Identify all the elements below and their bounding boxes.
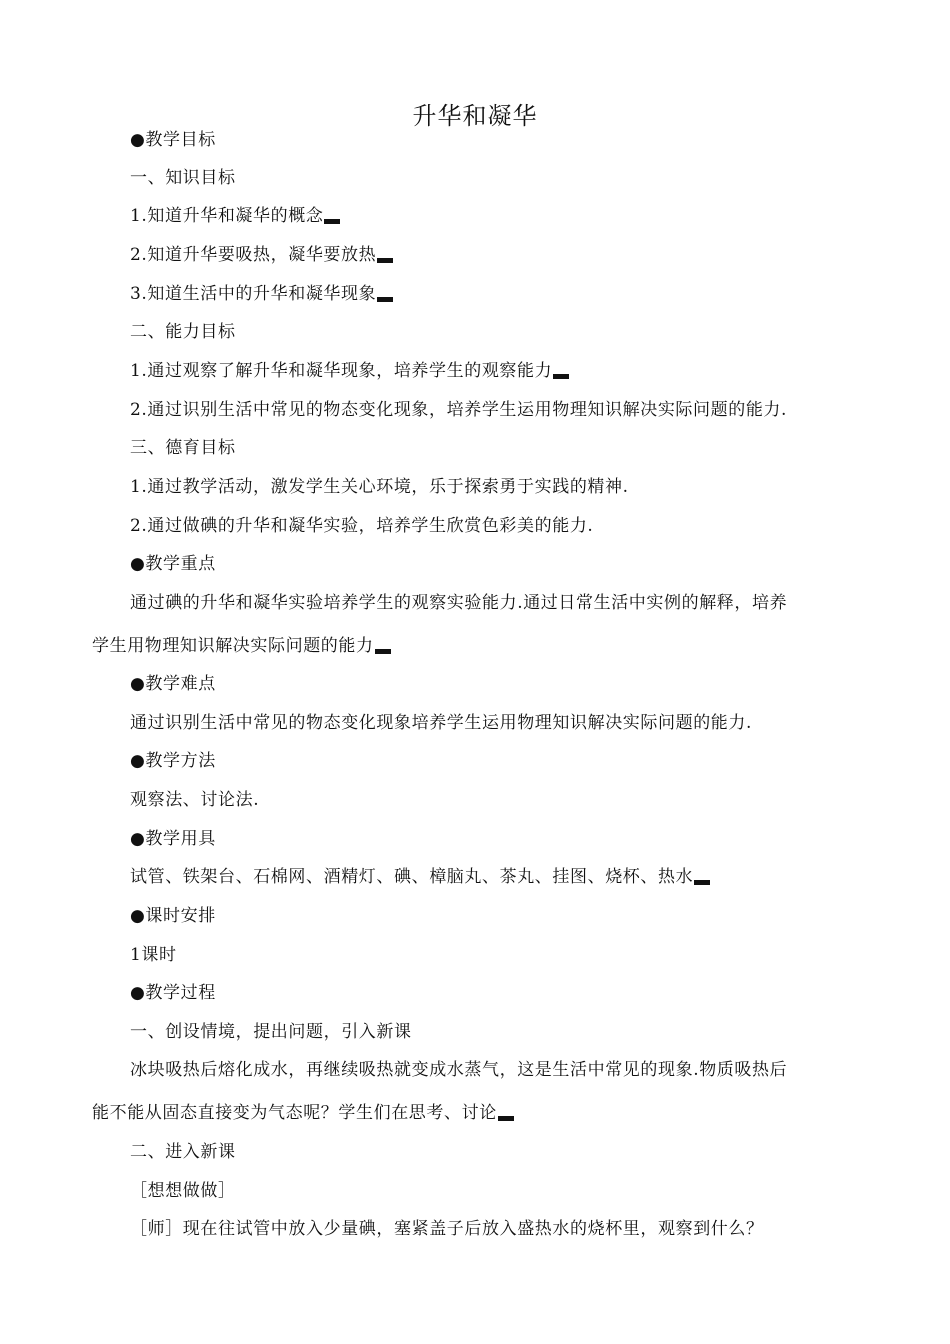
heading-methods: ●教学方法 xyxy=(130,751,216,771)
moral-goal-1: 1.通过教学活动，激发学生关心环境，乐于探索勇于实践的精神. xyxy=(130,477,629,497)
bracket-think-do: ［想想做做］ xyxy=(130,1181,236,1201)
document-title: 升华和凝华 xyxy=(412,102,538,130)
heading-schedule: ●课时安排 xyxy=(130,906,216,926)
end-mark-icon xyxy=(375,649,391,654)
knowledge-goal-2: 2.知道升华要吸热，凝华要放热 xyxy=(130,243,393,267)
difficulties-text: 通过识别生活中常见的物态变化现象培养学生运用物理知识解决实际问题的能力. xyxy=(130,713,753,733)
subheading-new-lesson: 二、进入新课 xyxy=(130,1142,236,1162)
tools-text: 试管、铁架台、石棉网、酒精灯、碘、樟脑丸、茶丸、挂图、烧杯、热水 xyxy=(130,865,710,889)
heading-tools: ●教学用具 xyxy=(130,829,216,849)
introduction-line-1: 冰块吸热后熔化成水，再继续吸热就变成水蒸气，这是生活中常见的现象.物质吸热后 xyxy=(130,1060,788,1080)
heading-difficulties: ●教学难点 xyxy=(130,674,216,694)
ability-goal-2: 2.通过识别生活中常见的物态变化现象，培养学生运用物理知识解决实际问题的能力. xyxy=(130,400,788,420)
end-mark-icon xyxy=(377,297,393,302)
knowledge-goal-1: 1.知道升华和凝华的概念 xyxy=(130,204,340,228)
heading-process: ●教学过程 xyxy=(130,983,216,1003)
schedule-text: 1课时 xyxy=(130,945,177,965)
subheading-knowledge-goals: 一、知识目标 xyxy=(130,168,236,188)
methods-text: 观察法、讨论法. xyxy=(130,790,260,810)
teacher-line: ［师］现在往试管中放入少量碘，塞紧盖子后放入盛热水的烧杯里，观察到什么？ xyxy=(130,1219,764,1239)
heading-key-points: ●教学重点 xyxy=(130,554,216,574)
end-mark-icon xyxy=(377,258,393,263)
knowledge-goal-3: 3.知道生活中的升华和凝华现象 xyxy=(130,282,393,306)
introduction-line-2: 能不能从固态直接变为气态呢？学生们在思考、讨论 xyxy=(92,1101,514,1125)
ability-goal-1: 1.通过观察了解升华和凝华现象，培养学生的观察能力 xyxy=(130,359,569,383)
subheading-ability-goals: 二、能力目标 xyxy=(130,322,236,342)
end-mark-icon xyxy=(694,880,710,885)
moral-goal-2: 2.通过做碘的升华和凝华实验，培养学生欣赏色彩美的能力. xyxy=(130,516,594,536)
subheading-moral-goals: 三、德育目标 xyxy=(130,438,236,458)
end-mark-icon xyxy=(324,219,340,224)
end-mark-icon xyxy=(553,374,569,379)
subheading-introduction: 一、创设情境，提出问题，引入新课 xyxy=(130,1022,412,1042)
key-points-line-1: 通过碘的升华和凝华实验培养学生的观察实验能力.通过日常生活中实例的解释，培养 xyxy=(130,593,788,613)
heading-teaching-goals: ●教学目标 xyxy=(130,130,216,150)
end-mark-icon xyxy=(498,1116,514,1121)
key-points-line-2: 学生用物理知识解决实际问题的能力 xyxy=(92,634,391,658)
